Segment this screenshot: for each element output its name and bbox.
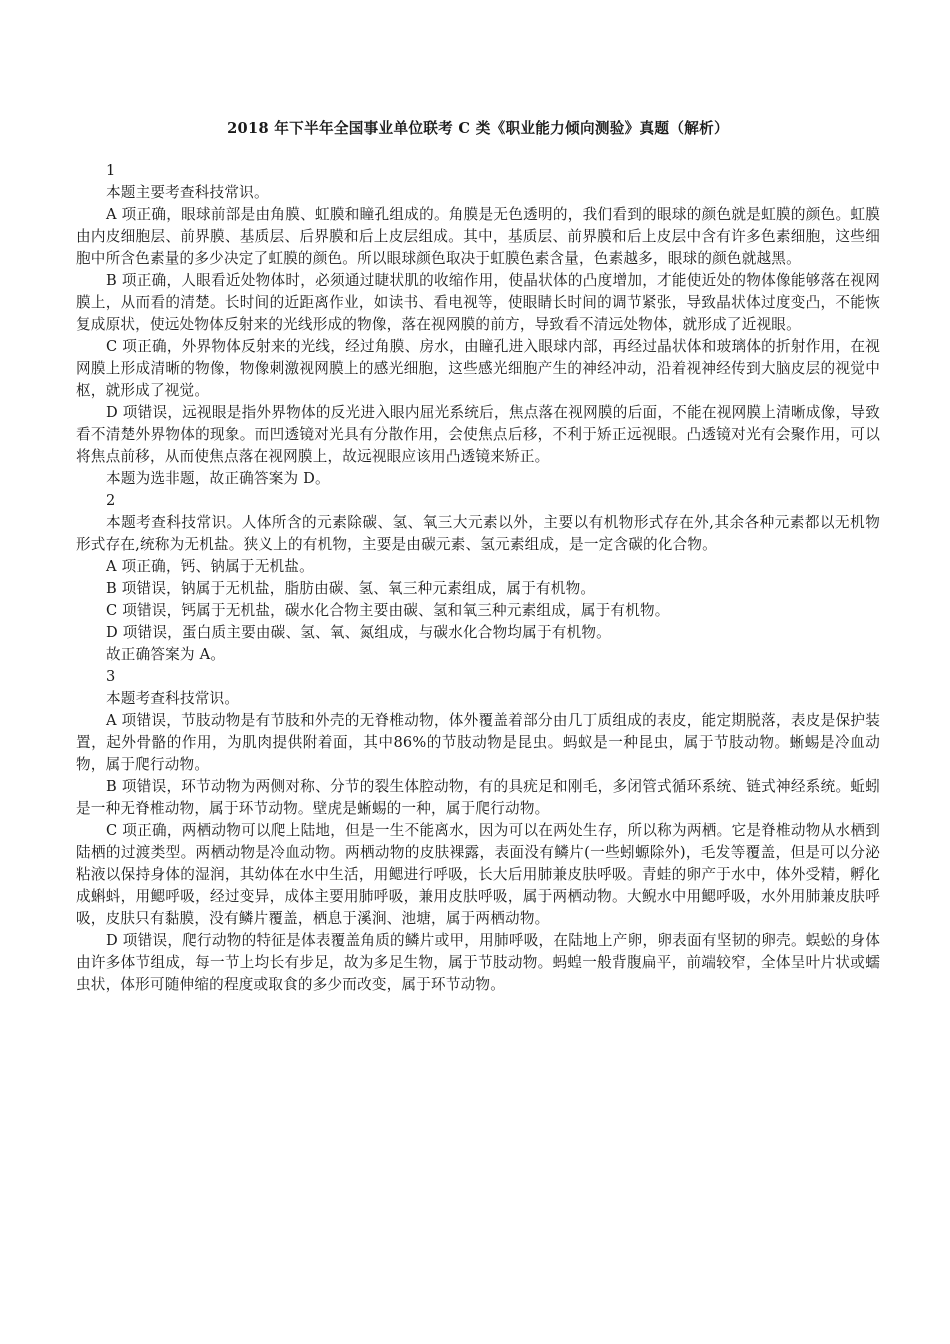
question-intro: 本题主要考查科技常识。 <box>106 184 269 201</box>
option-explanation: D 项错误，蛋白质主要由碳、氢、氧、氮组成，与碳水化合物均属于有机物。 <box>106 624 611 641</box>
question-number: 2 <box>106 492 116 509</box>
option-explanation: D 项错误，爬行动物的特征是体表覆盖角质的鳞片或甲，用肺呼吸，在陆地上产卵，卵表面有坚韧的卵壳。蜈蚣的身体由许多体节组成，每一节上均长有步足，故为多足生物，属于节肢动物。蚂蝗一般背腹扁平，前端较窄，全体呈叶片状或蠕虫状，体形可随伸缩的程度或取食的多少而改变，属于环节动物。 <box>76 932 880 993</box>
question-number: 3 <box>106 668 116 685</box>
option-explanation: A 项正确，钙、钠属于无机盐。 <box>106 558 314 575</box>
option-explanation: C 项正确，外界物体反射来的光线，经过角膜、房水，由瞳孔进入眼球内部，再经过晶状体和玻璃体的折射作用，在视网膜上形成清晰的物像，物像刺激视网膜上的感光细胞，这些感光细胞产生的神经冲动，沿着视神经传到大脑皮层的视觉中枢，就形成了视觉。 <box>76 338 880 399</box>
answer-statement: 故正确答案为 A。 <box>106 646 226 663</box>
option-explanation: A 项正确，眼球前部是由角膜、虹膜和瞳孔组成的。角膜是无色透明的，我们看到的眼球的颜色就是虹膜的颜色。虹膜由内皮细胞层、前界膜、基质层、后界膜和后上皮层组成。其中，基质层、前界膜和后上皮层中含有许多色素细胞，这些细胞中所含色素量的多少决定了虹膜的颜色。所以眼球颜色取决于虹膜色素含量，色素越多，眼球的颜色就越黑。 <box>76 206 880 267</box>
option-explanation: C 项正确，两栖动物可以爬上陆地，但是一生不能离水，因为可以在两处生存，所以称为两栖。它是脊椎动物从水栖到陆栖的过渡类型。两栖动物是冷血动物。两栖动物的皮肤裸露，表面没有鳞片(一些蚓螈除外)，毛发等覆盖，但是可以分泌粘液以保持身体的湿润，其幼体在水中生活，用鳃进行呼吸，长大后用肺兼皮肤呼吸。青蛙的卵产于水中，体外受精，孵化成蝌蚪，用鳃呼吸，经过变异，成体主要用肺呼吸，兼用皮肤呼吸，属于两栖动物。大鲵水中用鳃呼吸，水外用肺兼皮肤呼吸，皮肤只有黏膜，没有鳞片覆盖，栖息于溪涧、池塘，属于两栖动物。 <box>76 822 880 927</box>
question-intro: 本题考查科技常识。人体所含的元素除碳、氢、氧三大元素以外，主要以有机物形式存在外,其余各种元素都以无机物形式存在,统称为无机盐。狭义上的有机物，主要是由碳元素、氢元素组成，是一定含碳的化合物。 <box>76 514 880 553</box>
option-explanation: A 项错误，节肢动物是有节肢和外壳的无脊椎动物，体外覆盖着部分由几丁质组成的表皮，能定期脱落，表皮是保护装置，起外骨骼的作用，为肌肉提供附着面，其中86%的节肢动物是昆虫。蚂蚁是一种昆虫，属于节肢动物。蜥蜴是冷血动物，属于爬行动物。 <box>76 712 880 773</box>
document-body <box>76 160 880 996</box>
option-explanation: D 项错误，远视眼是指外界物体的反光进入眼内屈光系统后，焦点落在视网膜的后面，不能在视网膜上清晰成像，导致看不清楚外界物体的现象。而凹透镜对光具有分散作用，会使焦点后移，不利于矫正远视眼。凸透镜对光有会聚作用，可以将焦点前移，从而使焦点落在视网膜上，故远视眼应该用凸透镜来矫正。 <box>76 404 880 465</box>
option-explanation: B 项错误，钠属于无机盐，脂肪由碳、氢、氧三种元素组成，属于有机物。 <box>106 580 596 597</box>
option-explanation: B 项正确，人眼看近处物体时，必须通过睫状肌的收缩作用，使晶状体的凸度增加，才能使近处的物体像能够落在视网膜上，从而看的清楚。长时间的近距离作业，如读书、看电视等，使眼睛长时间的调节紧张，导致晶状体过度变凸，不能恢复成原状，使远处物体反射来的光线形成的物像，落在视网膜的前方，导致看不清远处物体，就形成了近视眼。 <box>76 272 880 333</box>
question-number: 1 <box>106 162 116 179</box>
document-title: 2018 年下半年全国事业单位联考 C 类《职业能力倾向测验》真题（解析） <box>227 120 729 137</box>
question-intro: 本题考查科技常识。 <box>106 690 240 707</box>
answer-statement: 本题为选非题，故正确答案为 D。 <box>106 470 330 487</box>
option-explanation: B 项错误，环节动物为两侧对称、分节的裂生体腔动物，有的具疣足和刚毛，多闭管式循环系统、链式神经系统。蚯蚓是一种无脊椎动物，属于环节动物。壁虎是蜥蜴的一种，属于爬行动物。 <box>76 778 880 817</box>
option-explanation: C 项错误，钙属于无机盐，碳水化合物主要由碳、氢和氧三种元素组成，属于有机物。 <box>106 602 670 619</box>
